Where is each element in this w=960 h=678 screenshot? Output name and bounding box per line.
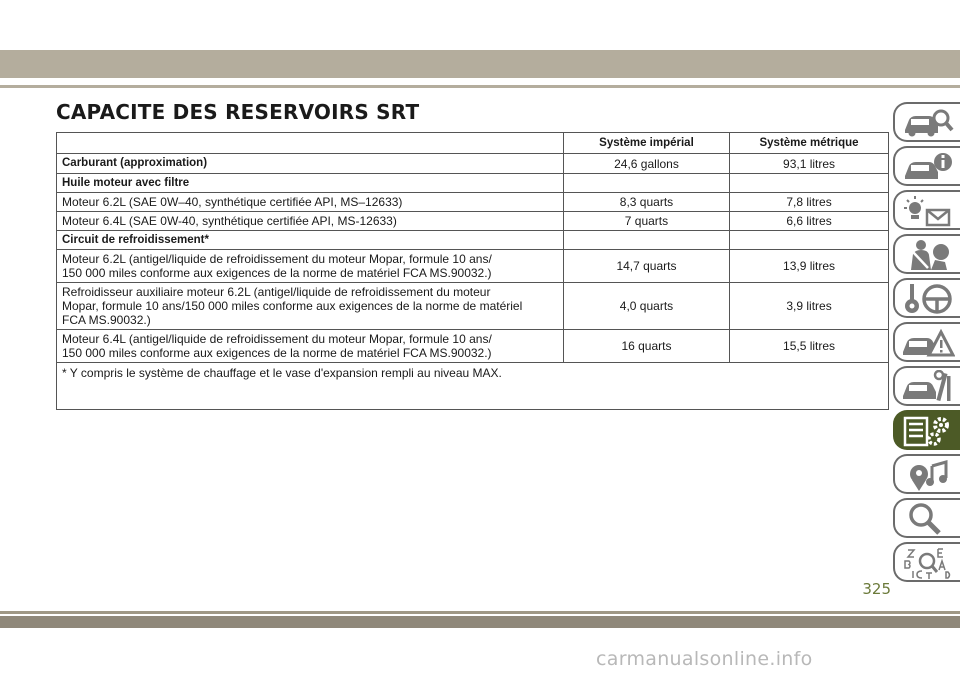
label-line: FCA MS.90032.) bbox=[62, 313, 151, 327]
car-magnifier-icon bbox=[901, 106, 955, 140]
coolant-62-imperial: 14,7 quarts bbox=[563, 250, 729, 283]
coolant-64-imperial: 16 quarts bbox=[563, 330, 729, 363]
tab-car-tools[interactable] bbox=[893, 366, 960, 406]
header-empty-cell bbox=[57, 133, 564, 154]
tab-car-magnifier[interactable] bbox=[893, 102, 960, 142]
row-label-coolant-62 bbox=[57, 250, 564, 283]
row-label-coolant-64 bbox=[57, 330, 564, 363]
specifications-gear-icon bbox=[901, 414, 955, 448]
aux-cooler-metric: 3,9 litres bbox=[730, 283, 889, 330]
empty-cell bbox=[730, 231, 889, 250]
car-tools-icon bbox=[901, 370, 955, 404]
footnote: * Y compris le système de chauffage et le vase d'expansion rempli au niveau MAX. bbox=[57, 363, 889, 410]
coolant-62-metric: 13,9 litres bbox=[730, 250, 889, 283]
header-imperial: Système impérial bbox=[563, 133, 729, 154]
label-line: Refroidisseur auxiliaire moteur 6.2L (antigel/liquide de refroidissement du moteur bbox=[62, 285, 491, 299]
label-line: Moteur 6.4L (antigel/liquide de refroidissement du moteur Mopar, formule 10 ans/ bbox=[62, 332, 492, 346]
row-label-oil-64: Moteur 6.4L (SAE 0W-40, synthétique certifiée API, MS-12633) bbox=[57, 212, 564, 231]
table-row bbox=[57, 283, 889, 330]
table-section-row bbox=[57, 174, 889, 193]
label-line: 150 000 miles conforme aux exigences de la norme de matériel FCA MS.90032.) bbox=[62, 266, 492, 280]
alphabet-index-icon bbox=[901, 546, 955, 580]
oil-64-imperial: 7 quarts bbox=[563, 212, 729, 231]
coolant-64-metric: 15,5 litres bbox=[730, 330, 889, 363]
row-label-aux-cooler-62 bbox=[57, 283, 564, 330]
table-row bbox=[57, 212, 889, 231]
aux-cooler-imperial: 4,0 quarts bbox=[563, 283, 729, 330]
section-cooling: Circuit de refroidissement* bbox=[57, 231, 564, 250]
warning-lights-icon bbox=[901, 194, 955, 228]
section-oil: Huile moteur avec filtre bbox=[57, 174, 564, 193]
table-header-row bbox=[57, 133, 889, 154]
search-index-icon bbox=[901, 502, 955, 536]
tab-key-steering[interactable] bbox=[893, 278, 960, 318]
car-emergency-icon bbox=[901, 326, 955, 360]
oil-64-metric: 6,6 litres bbox=[730, 212, 889, 231]
bottom-footer-rule bbox=[0, 611, 960, 614]
top-header-rule bbox=[0, 85, 960, 88]
header-metric: Système métrique bbox=[730, 133, 889, 154]
tab-car-info[interactable] bbox=[893, 146, 960, 186]
tab-search[interactable] bbox=[893, 498, 960, 538]
tab-alphabet-index[interactable] bbox=[893, 542, 960, 582]
top-header-band bbox=[0, 50, 960, 78]
label-line: Mopar, formule 10 ans/150 000 miles conforme aux exigences de la norme de matériel bbox=[62, 299, 523, 313]
fuel-imperial: 24,6 gallons bbox=[563, 154, 729, 174]
table-row bbox=[57, 193, 889, 212]
fuel-metric: 93,1 litres bbox=[730, 154, 889, 174]
bottom-footer-band bbox=[0, 616, 960, 628]
empty-cell bbox=[730, 174, 889, 193]
capacities-table bbox=[56, 132, 889, 410]
row-label-fuel: Carburant (approximation) bbox=[57, 154, 564, 174]
table-row bbox=[57, 154, 889, 174]
label-line: Moteur 6.2L (antigel/liquide de refroidissement du moteur Mopar, formule 10 ans/ bbox=[62, 252, 492, 266]
row-label-oil-62: Moteur 6.2L (SAE 0W–40, synthétique certifiée API, MS–12633) bbox=[57, 193, 564, 212]
label-line: 150 000 miles conforme aux exigences de la norme de matériel FCA MS.90032.) bbox=[62, 346, 492, 360]
tab-multimedia[interactable] bbox=[893, 454, 960, 494]
page-title: CAPACITE DES RESERVOIRS SRT bbox=[56, 100, 420, 124]
oil-62-metric: 7,8 litres bbox=[730, 193, 889, 212]
table-row bbox=[57, 250, 889, 283]
key-steering-wheel-icon bbox=[901, 282, 955, 316]
chapter-tabs bbox=[890, 97, 960, 587]
page-number: 325 bbox=[862, 580, 891, 598]
seatbelt-airbag-icon bbox=[901, 238, 955, 272]
empty-cell bbox=[563, 174, 729, 193]
tab-specifications[interactable] bbox=[893, 410, 960, 450]
oil-62-imperial: 8,3 quarts bbox=[563, 193, 729, 212]
table-row bbox=[57, 330, 889, 363]
empty-cell bbox=[563, 231, 729, 250]
watermark: carmanualsonline.info bbox=[596, 648, 813, 670]
multimedia-icon bbox=[901, 458, 955, 492]
table-footnote-row bbox=[57, 363, 889, 410]
tab-car-emergency[interactable] bbox=[893, 322, 960, 362]
car-info-icon bbox=[901, 150, 955, 184]
tab-warning-lights[interactable] bbox=[893, 190, 960, 230]
tab-seatbelt-airbag[interactable] bbox=[893, 234, 960, 274]
table-section-row bbox=[57, 231, 889, 250]
